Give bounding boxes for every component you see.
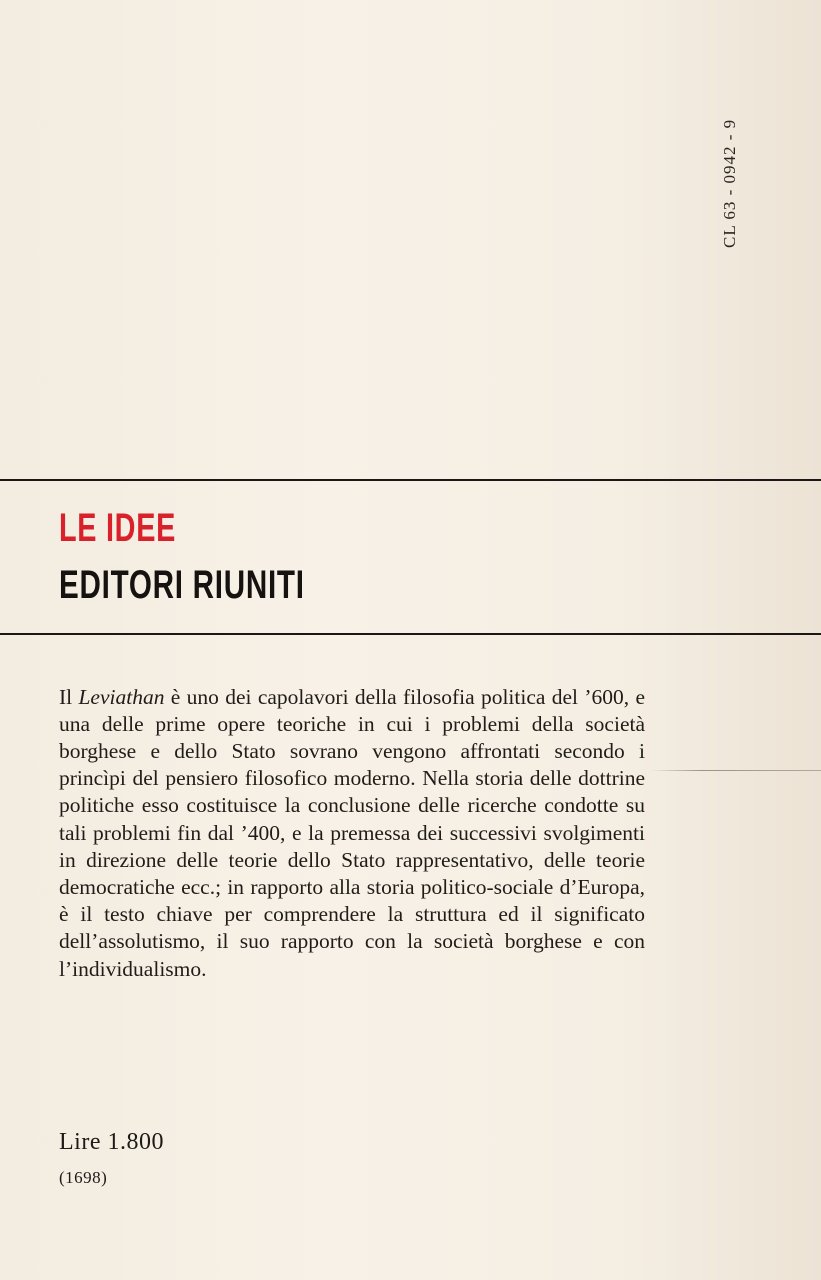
bottom-divider <box>0 633 821 635</box>
code-number: (1698) <box>59 1168 108 1187</box>
blurb-body: è uno dei capolavori della filosofia politica del ’600, e una delle prime opere teoriche in cui i problemi della società borghese e dello Stato sovrano vengono affrontati secondo i princìpi del pensiero filosofico moderno. Nella storia delle dottrine politiche esso costituisce la conclusione delle ricerche condotte su tali problemi fin dal ’400, e la premessa dei successivi svolgimenti in direzione delle teorie dello Stato rappresentativo, delle teorie democratiche ecc.; in rapporto alla storia politico-sociale d’Europa, è il testo chiave per comprendere la struttura ed il significato dell’assolutismo, il suo rapporto con la società borghese e con l’individualismo. <box>59 684 645 981</box>
blurb-intro: Il <box>59 684 79 709</box>
book-title: Leviathan <box>78 684 165 709</box>
top-divider <box>0 479 821 481</box>
blurb-text <box>59 684 645 983</box>
paper-mark <box>650 770 821 771</box>
price: Lire 1.800 <box>59 1129 164 1155</box>
series-title: LE IDEE <box>59 506 177 550</box>
publisher-name: EDITORI RIUNITI <box>59 563 305 607</box>
catalog-code: CL 63 - 0942 - 9 <box>720 118 739 248</box>
